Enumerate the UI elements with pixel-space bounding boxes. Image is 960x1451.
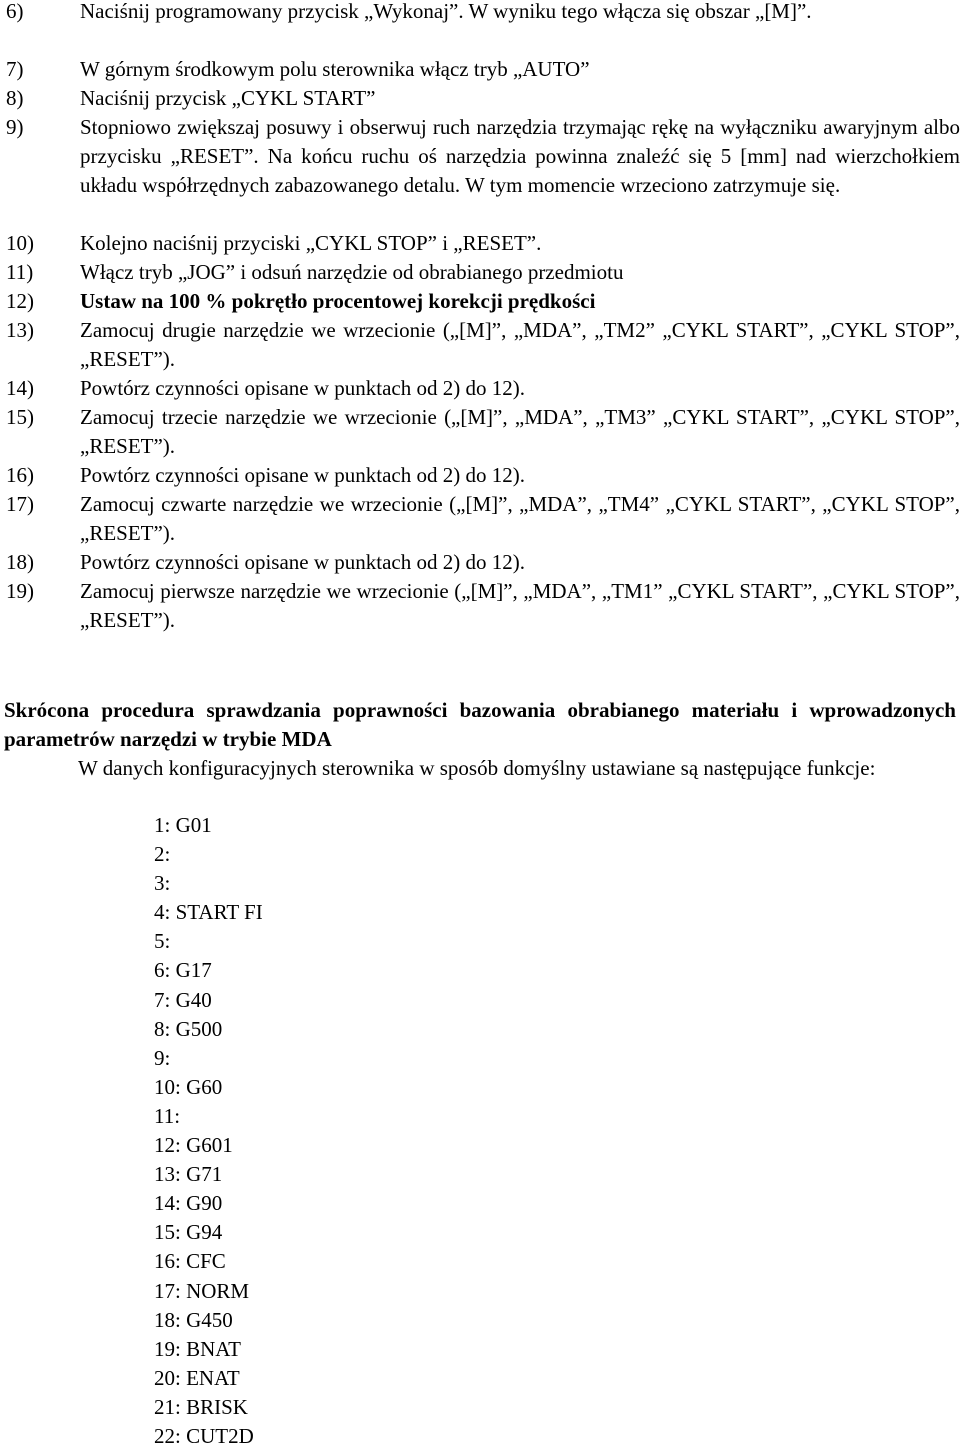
step-text: W górnym środkowym polu sterownika włącz tryb „AUTO” — [80, 57, 590, 81]
step-number: 18) — [6, 550, 34, 574]
step-number: 6) — [6, 0, 24, 23]
step-number: 13) — [6, 318, 34, 342]
function-item: 1: G01 — [154, 813, 212, 837]
function-item: 19: BNAT — [154, 1336, 241, 1361]
function-item: 2: — [154, 842, 171, 867]
step-text: Włącz tryb „JOG” i odsuń narzędzie od obrabianego przedmiotu — [80, 260, 624, 284]
step-text: Zamocuj drugie narzędzie we wrzecionie („[M]”, „MDA”, „TM2” „CYKL START”, „CYKL STOP”, „RESET”). — [80, 318, 960, 371]
step-14 — [6, 374, 960, 403]
step-text: Powtórz czynności opisane w punktach od 2) do 12). — [80, 550, 525, 574]
step-number: 7) — [6, 57, 24, 81]
step-9 — [6, 113, 960, 200]
function-item: 10: G60 — [154, 1074, 223, 1099]
step-7 — [6, 55, 960, 84]
step-13 — [6, 316, 960, 374]
section-heading: Skrócona procedura sprawdzania poprawności bazowania obrabianego materiału i wprowadzonych parametrów narzędzi w trybie MDA — [4, 698, 956, 751]
function-item: 18: G450 — [154, 1307, 233, 1332]
function-item: 17: NORM — [154, 1278, 250, 1303]
step-text: Powtórz czynności opisane w punktach od 2) do 12). — [80, 463, 525, 487]
function-item: 20: ENAT — [154, 1365, 240, 1390]
step-number: 15) — [6, 405, 34, 429]
step-text: Powtórz czynności opisane w punktach od 2) do 12). — [80, 376, 525, 400]
function-item: 21: BRISK — [154, 1394, 248, 1419]
step-12 — [6, 287, 960, 316]
step-number: 11) — [6, 260, 34, 284]
function-item: 8: G500 — [154, 1016, 223, 1041]
step-10 — [6, 229, 960, 258]
step-11 — [6, 258, 960, 287]
intro-paragraph: W danych konfiguracyjnych sterownika w sposób domyślny ustawiane są następujące funkcje: — [78, 756, 876, 780]
step-text: Zamocuj czwarte narzędzie we wrzecionie („[M]”, „MDA”, „TM4” „CYKL START”, „CYKL STOP”, „RESET”). — [80, 492, 960, 545]
step-6 — [6, 0, 960, 26]
step-number: 10) — [6, 231, 34, 255]
step-number: 16) — [6, 463, 34, 487]
step-number: 19) — [6, 579, 34, 603]
function-item: 5: — [154, 929, 171, 954]
step-text: Stopniowo zwiększaj posuwy i obserwuj ruch narzędzia trzymając rękę na wyłączniku awaryjnym albo przycisku „RESET”. Na końcu ruchu oś narzędzia powinna znaleźć się 5 [mm] nad wierzchołkiem układu współrzędnych zabazowanego detalu. W tym momencie wrzeciono zatrzymuje się. — [80, 115, 960, 197]
step-number: 9) — [6, 115, 24, 139]
function-item: 13: G71 — [154, 1162, 223, 1187]
step-16 — [6, 461, 960, 490]
step-text: Naciśnij programowany przycisk „Wykonaj”. W wyniku tego włącza się obszar „[M]”. — [80, 0, 812, 23]
function-item: 6: G17 — [154, 958, 212, 983]
function-item: 15: G94 — [154, 1220, 223, 1245]
function-item: 14: G90 — [154, 1191, 223, 1216]
step-text: Zamocuj pierwsze narzędzie we wrzecionie („[M]”, „MDA”, „TM1” „CYKL START”, „CYKL STOP”, „RESET”). — [80, 579, 960, 632]
step-text: Ustaw na 100 % pokrętło procentowej korekcji prędkości — [80, 289, 596, 313]
step-number: 8) — [6, 86, 24, 110]
step-number: 12) — [6, 289, 34, 313]
step-number: 17) — [6, 492, 34, 516]
step-number: 14) — [6, 376, 34, 400]
function-item: 3: — [154, 871, 171, 896]
step-text: Kolejno naciśnij przyciski „CYKL STOP” i „RESET”. — [80, 231, 542, 255]
function-item: 12: G601 — [154, 1133, 233, 1158]
function-item: 9: — [154, 1045, 171, 1070]
step-18 — [6, 548, 960, 577]
function-item: 11: — [154, 1103, 181, 1128]
step-text: Naciśnij przycisk „CYKL START” — [80, 86, 376, 110]
function-item: 22: CUT2D — [154, 1423, 254, 1448]
function-item: 16: CFC — [154, 1249, 226, 1274]
step-15 — [6, 403, 960, 461]
step-8 — [6, 84, 960, 113]
function-list — [154, 811, 263, 1451]
function-item: 4: START FI — [154, 900, 263, 925]
step-text: Zamocuj trzecie narzędzie we wrzecionie („[M]”, „MDA”, „TM3” „CYKL START”, „CYKL STOP”, „RESET”). — [80, 405, 960, 458]
function-item: 7: G40 — [154, 987, 212, 1012]
step-19 — [6, 577, 960, 635]
step-17 — [6, 490, 960, 548]
